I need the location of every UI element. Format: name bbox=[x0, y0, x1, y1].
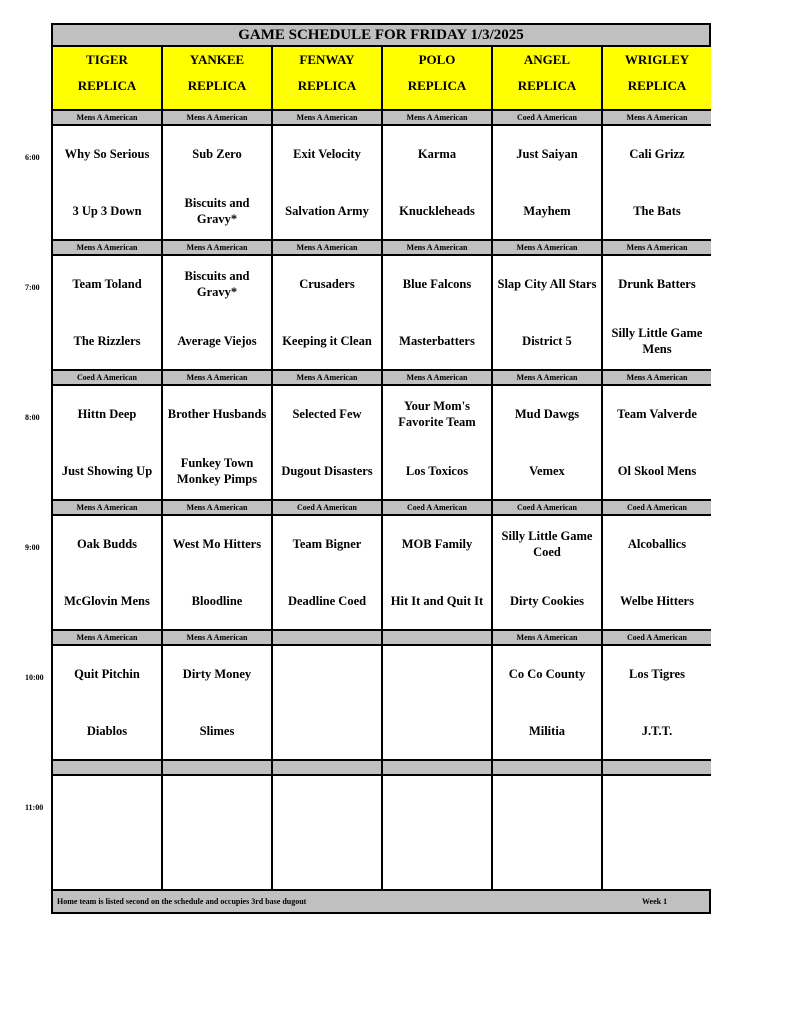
division-label: Mens A American bbox=[163, 241, 271, 254]
division-label bbox=[273, 631, 381, 644]
footer-bar bbox=[53, 891, 709, 912]
home-team: 3 Up 3 Down bbox=[72, 204, 142, 218]
game-cell bbox=[53, 386, 161, 499]
game-row bbox=[53, 256, 709, 371]
game-cell bbox=[53, 646, 161, 759]
division-label: Mens A American bbox=[53, 501, 161, 514]
time-label: 9:00 bbox=[25, 543, 40, 552]
home-team: Masterbatters bbox=[399, 334, 475, 348]
division-label: Mens A American bbox=[383, 371, 491, 384]
field-name: TIGER bbox=[86, 52, 128, 67]
game-cell bbox=[383, 386, 491, 499]
home-team: Ol Skool Mens bbox=[617, 464, 697, 478]
division-label: Coed A American bbox=[493, 501, 601, 514]
schedule-title: GAME SCHEDULE FOR FRIDAY 1/3/2025 bbox=[53, 25, 709, 47]
field-sub: REPLICA bbox=[297, 78, 357, 93]
away-team: Team Valverde bbox=[617, 407, 697, 421]
game-cell bbox=[53, 776, 161, 889]
game-cell bbox=[273, 386, 381, 499]
field-sub: REPLICA bbox=[517, 78, 577, 93]
division-label: Mens A American bbox=[273, 371, 381, 384]
game-cell bbox=[163, 256, 271, 369]
game-cell bbox=[53, 516, 161, 629]
game-cell bbox=[493, 776, 601, 889]
away-team: Exit Velocity bbox=[293, 147, 361, 161]
away-team: Mud Dawgs bbox=[514, 407, 580, 421]
home-team: Los Toxicos bbox=[405, 464, 469, 478]
division-row bbox=[53, 241, 709, 256]
field-sub: REPLICA bbox=[407, 78, 467, 93]
game-cell bbox=[603, 126, 711, 239]
field-name: POLO bbox=[418, 52, 456, 67]
game-cell bbox=[603, 776, 711, 889]
home-team: Average Viejos bbox=[177, 334, 257, 348]
game-cell bbox=[163, 646, 271, 759]
division-label: Coed A American bbox=[273, 501, 381, 514]
field-name: ANGEL bbox=[523, 52, 571, 67]
home-team: J.T.T. bbox=[641, 724, 673, 738]
away-team: Karma bbox=[417, 147, 457, 161]
away-team: Hittn Deep bbox=[77, 407, 137, 421]
game-cell bbox=[603, 256, 711, 369]
division-label: Mens A American bbox=[273, 111, 381, 124]
game-cell bbox=[493, 646, 601, 759]
field-header bbox=[53, 47, 161, 109]
game-cell bbox=[603, 646, 711, 759]
away-team: Los Tigres bbox=[629, 667, 685, 681]
division-row bbox=[53, 501, 709, 516]
home-team: Bloodline bbox=[191, 594, 243, 608]
game-row bbox=[53, 776, 709, 891]
home-team: McGlovin Mens bbox=[64, 594, 150, 608]
home-team: Dirty Cookies bbox=[510, 594, 584, 608]
division-label: Mens A American bbox=[53, 631, 161, 644]
game-cell bbox=[273, 516, 381, 629]
division-label: Mens A American bbox=[603, 111, 711, 124]
away-team: Dirty Money bbox=[182, 667, 252, 681]
division-label: Mens A American bbox=[163, 111, 271, 124]
division-label: Mens A American bbox=[383, 241, 491, 254]
division-label: Mens A American bbox=[53, 111, 161, 124]
division-label: Mens A American bbox=[163, 371, 271, 384]
game-cell bbox=[383, 256, 491, 369]
field-name: YANKEE bbox=[189, 52, 245, 67]
division-label: Coed A American bbox=[493, 111, 601, 124]
game-cell bbox=[493, 256, 601, 369]
week-label: Week 1 bbox=[642, 897, 668, 906]
home-team: Knuckleheads bbox=[399, 204, 475, 218]
home-team: Diablos bbox=[86, 724, 128, 738]
time-label: 6:00 bbox=[25, 153, 40, 162]
game-cell bbox=[273, 256, 381, 369]
game-cell bbox=[383, 646, 491, 759]
home-team: Vemex bbox=[529, 464, 565, 478]
away-team: Co Co County bbox=[508, 667, 586, 681]
division-label: Mens A American bbox=[163, 501, 271, 514]
division-label: Coed A American bbox=[603, 631, 711, 644]
game-row bbox=[53, 646, 709, 761]
schedule-table bbox=[51, 23, 711, 914]
division-row bbox=[53, 631, 709, 646]
home-team: Biscuits and Gravy* bbox=[184, 196, 250, 226]
game-cell bbox=[383, 126, 491, 239]
game-row bbox=[53, 126, 709, 241]
time-label: 8:00 bbox=[25, 413, 40, 422]
home-team: Welbe Hitters bbox=[620, 594, 694, 608]
away-team: Selected Few bbox=[292, 407, 362, 421]
away-team: Just Saiyan bbox=[516, 147, 578, 161]
game-cell bbox=[53, 126, 161, 239]
game-cell bbox=[603, 386, 711, 499]
game-row bbox=[53, 386, 709, 501]
division-label: Coed A American bbox=[53, 371, 161, 384]
home-team: The Bats bbox=[633, 204, 681, 218]
home-team: District 5 bbox=[522, 334, 572, 348]
time-column bbox=[0, 0, 52, 1024]
home-team: Silly Little Game Mens bbox=[611, 326, 703, 356]
home-team: Slimes bbox=[199, 724, 235, 738]
away-team: Crusaders bbox=[299, 277, 355, 291]
division-label bbox=[383, 761, 491, 774]
away-team: West Mo Hitters bbox=[172, 537, 262, 551]
division-label bbox=[603, 761, 711, 774]
away-team: Sub Zero bbox=[192, 147, 242, 161]
time-label: 7:00 bbox=[25, 283, 40, 292]
division-label: Mens A American bbox=[603, 241, 711, 254]
field-name: FENWAY bbox=[299, 52, 355, 67]
division-label: Mens A American bbox=[493, 371, 601, 384]
game-cell bbox=[163, 516, 271, 629]
field-sub: REPLICA bbox=[77, 78, 137, 93]
game-cell bbox=[163, 126, 271, 239]
home-team: Militia bbox=[528, 724, 566, 738]
game-cell bbox=[603, 516, 711, 629]
game-cell bbox=[273, 126, 381, 239]
field-name: WRIGLEY bbox=[624, 52, 690, 67]
division-label: Coed A American bbox=[383, 501, 491, 514]
division-label: Mens A American bbox=[163, 631, 271, 644]
division-label bbox=[53, 761, 161, 774]
game-cell bbox=[273, 776, 381, 889]
game-cell bbox=[493, 516, 601, 629]
field-sub: REPLICA bbox=[627, 78, 687, 93]
field-header bbox=[493, 47, 601, 109]
home-team: Just Showing Up bbox=[61, 464, 153, 478]
away-team: Brother Husbands bbox=[167, 407, 267, 421]
division-label: Mens A American bbox=[603, 371, 711, 384]
home-team: Hit It and Quit It bbox=[390, 594, 484, 608]
field-header bbox=[273, 47, 381, 109]
home-team: Mayhem bbox=[523, 204, 571, 218]
game-cell bbox=[383, 776, 491, 889]
division-label: Mens A American bbox=[53, 241, 161, 254]
field-header-row bbox=[53, 47, 709, 111]
away-team: Alcoballics bbox=[627, 537, 687, 551]
division-label bbox=[383, 631, 491, 644]
time-label: 11:00 bbox=[25, 803, 44, 812]
home-team: Funkey Town Monkey Pimps bbox=[176, 456, 258, 486]
game-cell bbox=[273, 646, 381, 759]
field-sub: REPLICA bbox=[187, 78, 247, 93]
home-team: Salvation Army bbox=[285, 204, 369, 218]
game-cell bbox=[493, 126, 601, 239]
away-team: Blue Falcons bbox=[402, 277, 472, 291]
home-team: The Rizzlers bbox=[73, 334, 141, 348]
division-label: Mens A American bbox=[493, 631, 601, 644]
home-team: Deadline Coed bbox=[287, 594, 367, 608]
division-label bbox=[493, 761, 601, 774]
away-team: Cali Grizz bbox=[629, 147, 685, 161]
away-team: Quit Pitchin bbox=[74, 667, 140, 681]
division-label: Mens A American bbox=[383, 111, 491, 124]
division-row bbox=[53, 371, 709, 386]
game-cell bbox=[383, 516, 491, 629]
away-team: Oak Budds bbox=[76, 537, 138, 551]
division-row bbox=[53, 111, 709, 126]
field-header bbox=[603, 47, 711, 109]
game-cell bbox=[163, 776, 271, 889]
division-label bbox=[163, 761, 271, 774]
away-team: Why So Serious bbox=[64, 147, 150, 161]
time-label: 10:00 bbox=[25, 673, 44, 682]
game-cell bbox=[53, 256, 161, 369]
home-team: Keeping it Clean bbox=[282, 334, 372, 348]
field-header bbox=[383, 47, 491, 109]
away-team: Drunk Batters bbox=[618, 277, 696, 291]
division-label bbox=[273, 761, 381, 774]
division-row bbox=[53, 761, 709, 776]
away-team: Team Toland bbox=[72, 277, 142, 291]
game-row bbox=[53, 516, 709, 631]
home-team: Dugout Disasters bbox=[281, 464, 373, 478]
division-label: Coed A American bbox=[603, 501, 711, 514]
game-cell bbox=[163, 386, 271, 499]
division-label: Mens A American bbox=[493, 241, 601, 254]
away-team: Slap City All Stars bbox=[497, 277, 597, 291]
division-label: Mens A American bbox=[273, 241, 381, 254]
away-team: Team Bigner bbox=[292, 537, 362, 551]
away-team: Biscuits and Gravy* bbox=[184, 269, 250, 299]
away-team: MOB Family bbox=[401, 537, 473, 551]
away-team: Your Mom's Favorite Team bbox=[398, 399, 476, 429]
home-team-note: Home team is listed second on the schedule and occupies 3rd base dugout bbox=[57, 897, 307, 906]
game-cell bbox=[493, 386, 601, 499]
away-team: Silly Little Game Coed bbox=[501, 529, 593, 559]
field-header bbox=[163, 47, 271, 109]
